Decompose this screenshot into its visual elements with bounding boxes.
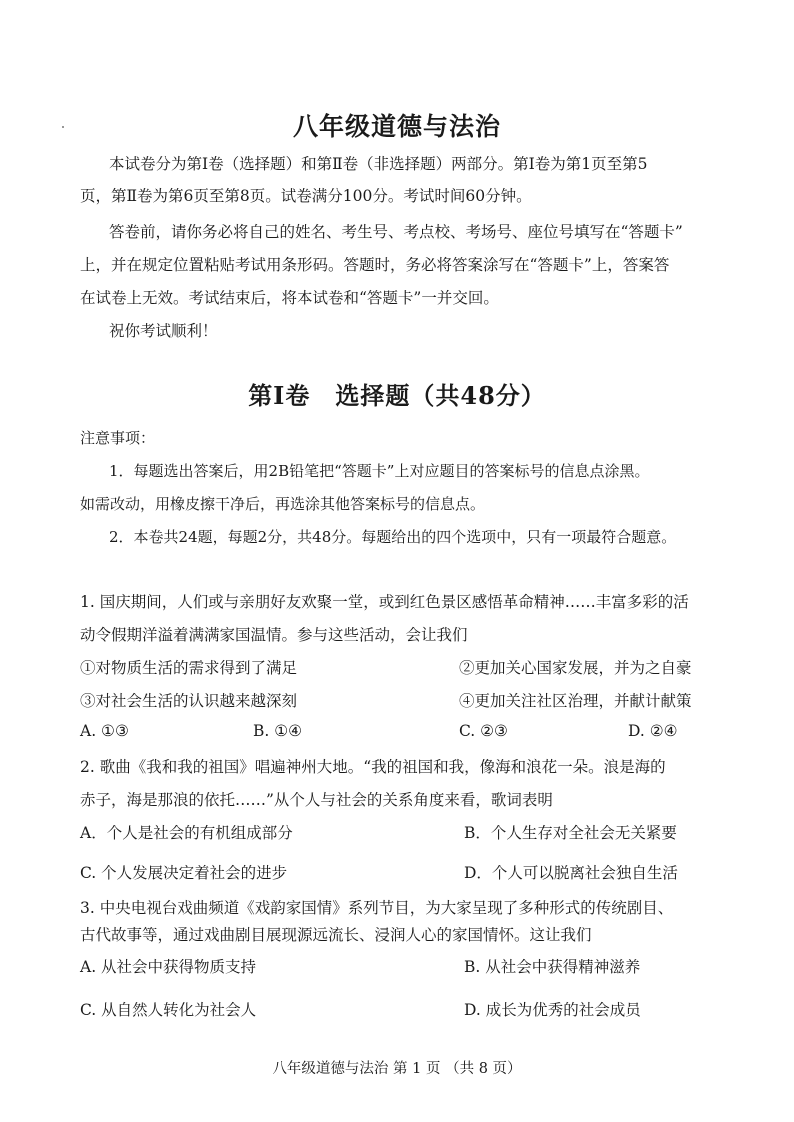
q3-option-b: B. 从社会中获得精神滋养: [464, 958, 641, 976]
q3-option-d: D. 成长为优秀的社会成员: [464, 1001, 641, 1019]
q3-option-a: A. 从社会中获得物质支持: [80, 958, 257, 976]
intro-paragraph-2-line-2: 上，并在规定位置粘贴考试用条形码。答题时，务必将答案涂写在“答题卡”上，答案答: [80, 256, 670, 274]
q1-statement-4: ④更加关注社区治理，并献计献策: [459, 692, 692, 710]
intro-good-luck: 祝你考试顺利！: [109, 322, 218, 340]
q2-stem-line-1: 2. 歌曲《我和我的祖国》唱遍神州大地。“我的祖国和我，像海和浪花一朵。浪是海的: [80, 758, 666, 776]
intro-paragraph-2-line-1: 答卷前，请你务必将自己的姓名、考生号、考点校、考场号、座位号填写在“答题卡”: [109, 223, 683, 241]
q2-option-b: B．个人生存对全社会无关紧要: [464, 824, 677, 842]
q2-option-c: C. 个人发展决定着社会的进步: [80, 864, 288, 882]
note-1-line-2: 如需改动，用橡皮擦干净后，再选涂其他答案标号的信息点。: [80, 495, 486, 513]
q3-stem-line-2: 古代故事等，通过戏曲剧目展现源远流长、浸润人心的家国情怀。这让我们: [80, 926, 592, 944]
note-2: 2．本卷共24题，每题2分，共48分。每题给出的四个选项中，只有一项最符合题意。: [109, 528, 677, 546]
note-1-line-1: 1．每题选出答案后，用2B铅笔把“答题卡”上对应题目的答案标号的信息点涂黑。: [109, 462, 650, 480]
q1-option-d: D. ②④: [628, 722, 678, 740]
intro-paragraph-2-line-3: 在试卷上无效。考试结束后，将本试卷和“答题卡”一并交回。: [80, 289, 499, 307]
q2-stem-line-2: 赤子，海是那浪的依托……”从个人与社会的关系角度来看，歌词表明: [80, 791, 553, 809]
q1-option-a: A. ①③: [80, 722, 129, 740]
q1-statement-1: ①对物质生活的需求得到了满足: [80, 659, 298, 677]
q1-option-b: B. ①④: [253, 722, 303, 740]
q1-option-c: C. ②③: [459, 722, 508, 740]
section-title: 第Ⅰ卷 选择题（共48分）: [248, 381, 546, 410]
q1-stem-line-1: 1. 国庆期间，人们或与亲朋好友欢聚一堂，或到红色景区感悟革命精神……丰富多彩的活: [80, 593, 689, 611]
q1-statement-3: ③对社会生活的认识越来越深刻: [80, 692, 298, 710]
intro-paragraph-1-line-2: 页，第Ⅱ卷为第6页至第8页。试卷满分100分。考试时间60分钟。: [80, 187, 532, 205]
q2-option-d: D．个人可以脱离社会独自生活: [464, 864, 678, 882]
page-footer: 八年级道德与法治 第 1 页 （共 8 页）: [272, 1061, 522, 1077]
q3-option-c: C. 从自然人转化为社会人: [80, 1001, 257, 1019]
q3-stem-line-1: 3. 中央电视台戏曲频道《戏韵家国情》系列节目，为大家呈现了多种形式的传统剧目、: [80, 899, 674, 917]
q2-option-a: A．个人是社会的有机组成部分: [80, 824, 293, 842]
q1-statement-2: ②更加关心国家发展，并为之自豪: [459, 659, 692, 677]
page-title: 八年级道德与法治: [292, 112, 501, 141]
notes-heading: 注意事项：: [80, 429, 156, 447]
intro-paragraph-1-line-1: 本试卷分为第Ⅰ卷（选择题）和第Ⅱ卷（非选择题）两部分。第Ⅰ卷为第1页至第5: [109, 155, 648, 173]
q1-stem-line-2: 动令假期洋溢着满满家国温情。参与这些活动，会让我们: [80, 626, 468, 644]
